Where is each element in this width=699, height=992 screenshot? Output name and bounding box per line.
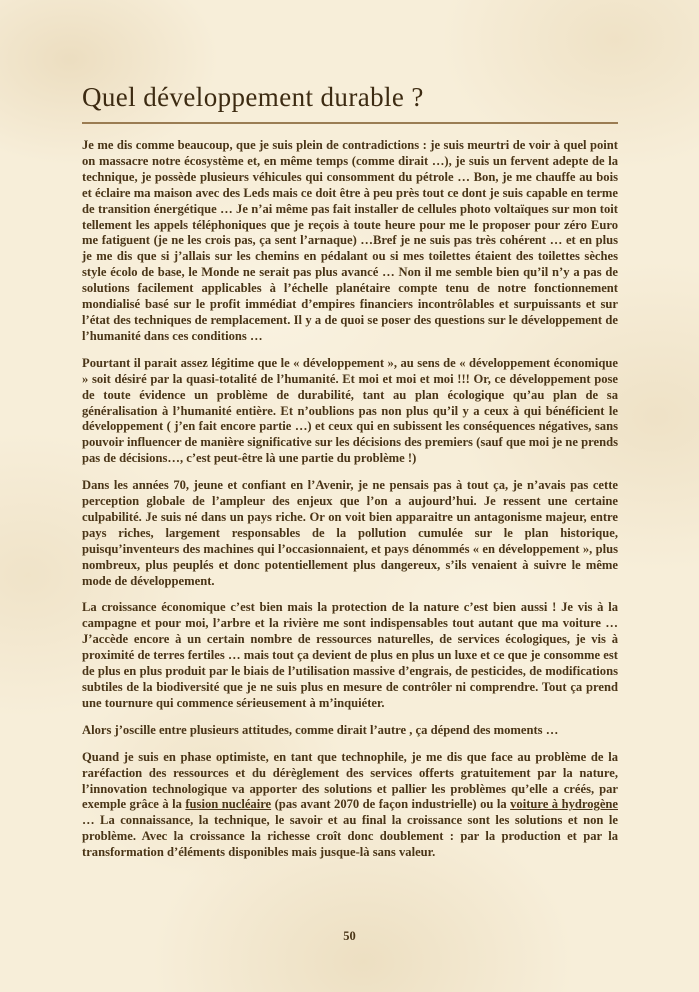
text-run: (pas avant 2070 de façon industrielle) ou la [271, 797, 511, 812]
paragraph-4 [82, 600, 618, 711]
paragraph-2 [82, 356, 618, 467]
title-divider [82, 122, 618, 124]
paragraph-list [82, 138, 618, 861]
page-number: 50 [343, 929, 356, 943]
text-run: Dans les années 70, jeune et confiant en l’Avenir, je ne pensais pas à tout ça, je n’avais pas cette perception globale de l’ampleur des enjeux que l’on a aujourd’hui. Je ressent une certaine culpabilité. Je suis né dans un pays riche. Or on voit bien apparaitre un antagonisme majeur, entre pays riches, largement responsables de la pollution cumulée sur le plan historique, puisqu’inventeurs des machines qui l’occasionnaient, et pays dénommés « en développement », plus nombreux, plus peuplés et donc potentiellement plus dangereux, s’ils venaient à suivre le même mode de développement. [82, 478, 618, 588]
paragraph-5 [82, 723, 618, 739]
text-run: Quand je suis en phase optimiste, en tant que technophile, je me dis que face au problème de la raréfaction des ressources et du dérèglement des services offerts gratuitement par la nature, l’innovation technologique va apporter des solutions et pallier les problèmes qu’elle a créés, par exemple grâce à la [82, 749, 618, 812]
text-run: La croissance économique c’est bien mais la protection de la nature c’est bien aussi ! Je vis à la campagne et pour moi, l’arbre et la rivière me sont indispensables tout autant que ma voiture … J’accède encore à un certain nombre de ressources naturelles, de services écologiques, je vis à proximité de terres fertiles … mais tout ça devient de plus en plus un luxe et ce que je consomme est de plus en plus produit par le biais de l’utilisation massive d’engrais, de pesticides, de modifications subtiles de la biodiversité que je ne suis plus en mesure de contrôler ni comprendre. Tout ça prend une tournure qui commence sérieusement à m’inquiéter. [82, 600, 618, 710]
paragraph-3 [82, 478, 618, 589]
text-run: Je me dis comme beaucoup, que je suis plein de contradictions : je suis meurtri de voir à quel point on massacre notre écosystème et, en même temps (comme dirait …), je suis un fervent adepte de la technique, je possède plusieurs véhicules qui consomment du pétrole … Bon, je me chauffe au bois et éclaire ma maison avec des Leds mais ce doit être à peu près tout ce dont je suis capable en terme de transition énergétique … Je n’ai même pas fait installer de cellules photo voltaïques sur mon toit tellement les appels téléphoniques que je reçois à toute heure pour me le proposer pour zéro Euro me fatiguent (je ne les crois pas, ça sent l’arnaque) …Bref je ne suis pas très cohérent … et en plus je me dis que si j’allais sur les chemins en pédalant ou si mes toilettes étaient des toilettes sèches style écolo de base, le Monde ne serait pas plus avancé … Non il me semble bien qu’il n’y a pas de solutions facilement applicables à l’échelle planétaire compte tenu de notre fonctionnement mondialisé basé sur le profit immédiat d’empires financiers incontrôlables et surpuissants et sur l’état des techniques de remplacement. Il y a de quoi se poser des questions sur le développement de l’humanité dans ces conditions … [82, 138, 618, 343]
link-fusion-nucleaire[interactable]: fusion nucléaire [185, 797, 272, 812]
text-run: Pourtant il parait assez légitime que le « développement », au sens de « développement économique » soit désiré par la quasi-totalité de l’humanité. Et moi et moi et moi !!! Or, ce développement pose de toute évidence un problème de durabilité, tant au plan écologique qu’au plan de sa généralisation à l’humanité entière. Et n’oublions pas non plus qu’il y a ceux à qui bénéficient le développement ( j’en fait encore partie …) et ceux qui en subissent les conséquences négatives, sans pouvoir influencer de manière significative sur les décisions des premiers (sauf que moi je ne prends pas de décisions…, c’est peut-être là une partie du problème !) [82, 355, 618, 466]
page-title: Quel développement durable ? [82, 82, 424, 112]
text-run: … La connaissance, la technique, le savoir et au final la croissance sont les solutions et non le problème. Avec la croissance la richesse croît donc doublement : par la production et par la transformation d’éléments disponibles mais jusque-là sans valeur. [82, 813, 618, 860]
paragraph-6 [82, 750, 618, 861]
link-voiture-hydrogene[interactable]: voiture à hydrogène [510, 797, 619, 812]
text-run: Alors j’oscille entre plusieurs attitudes, comme dirait l’autre , ça dépend des moments … [82, 722, 559, 737]
paragraph-1 [82, 138, 618, 345]
